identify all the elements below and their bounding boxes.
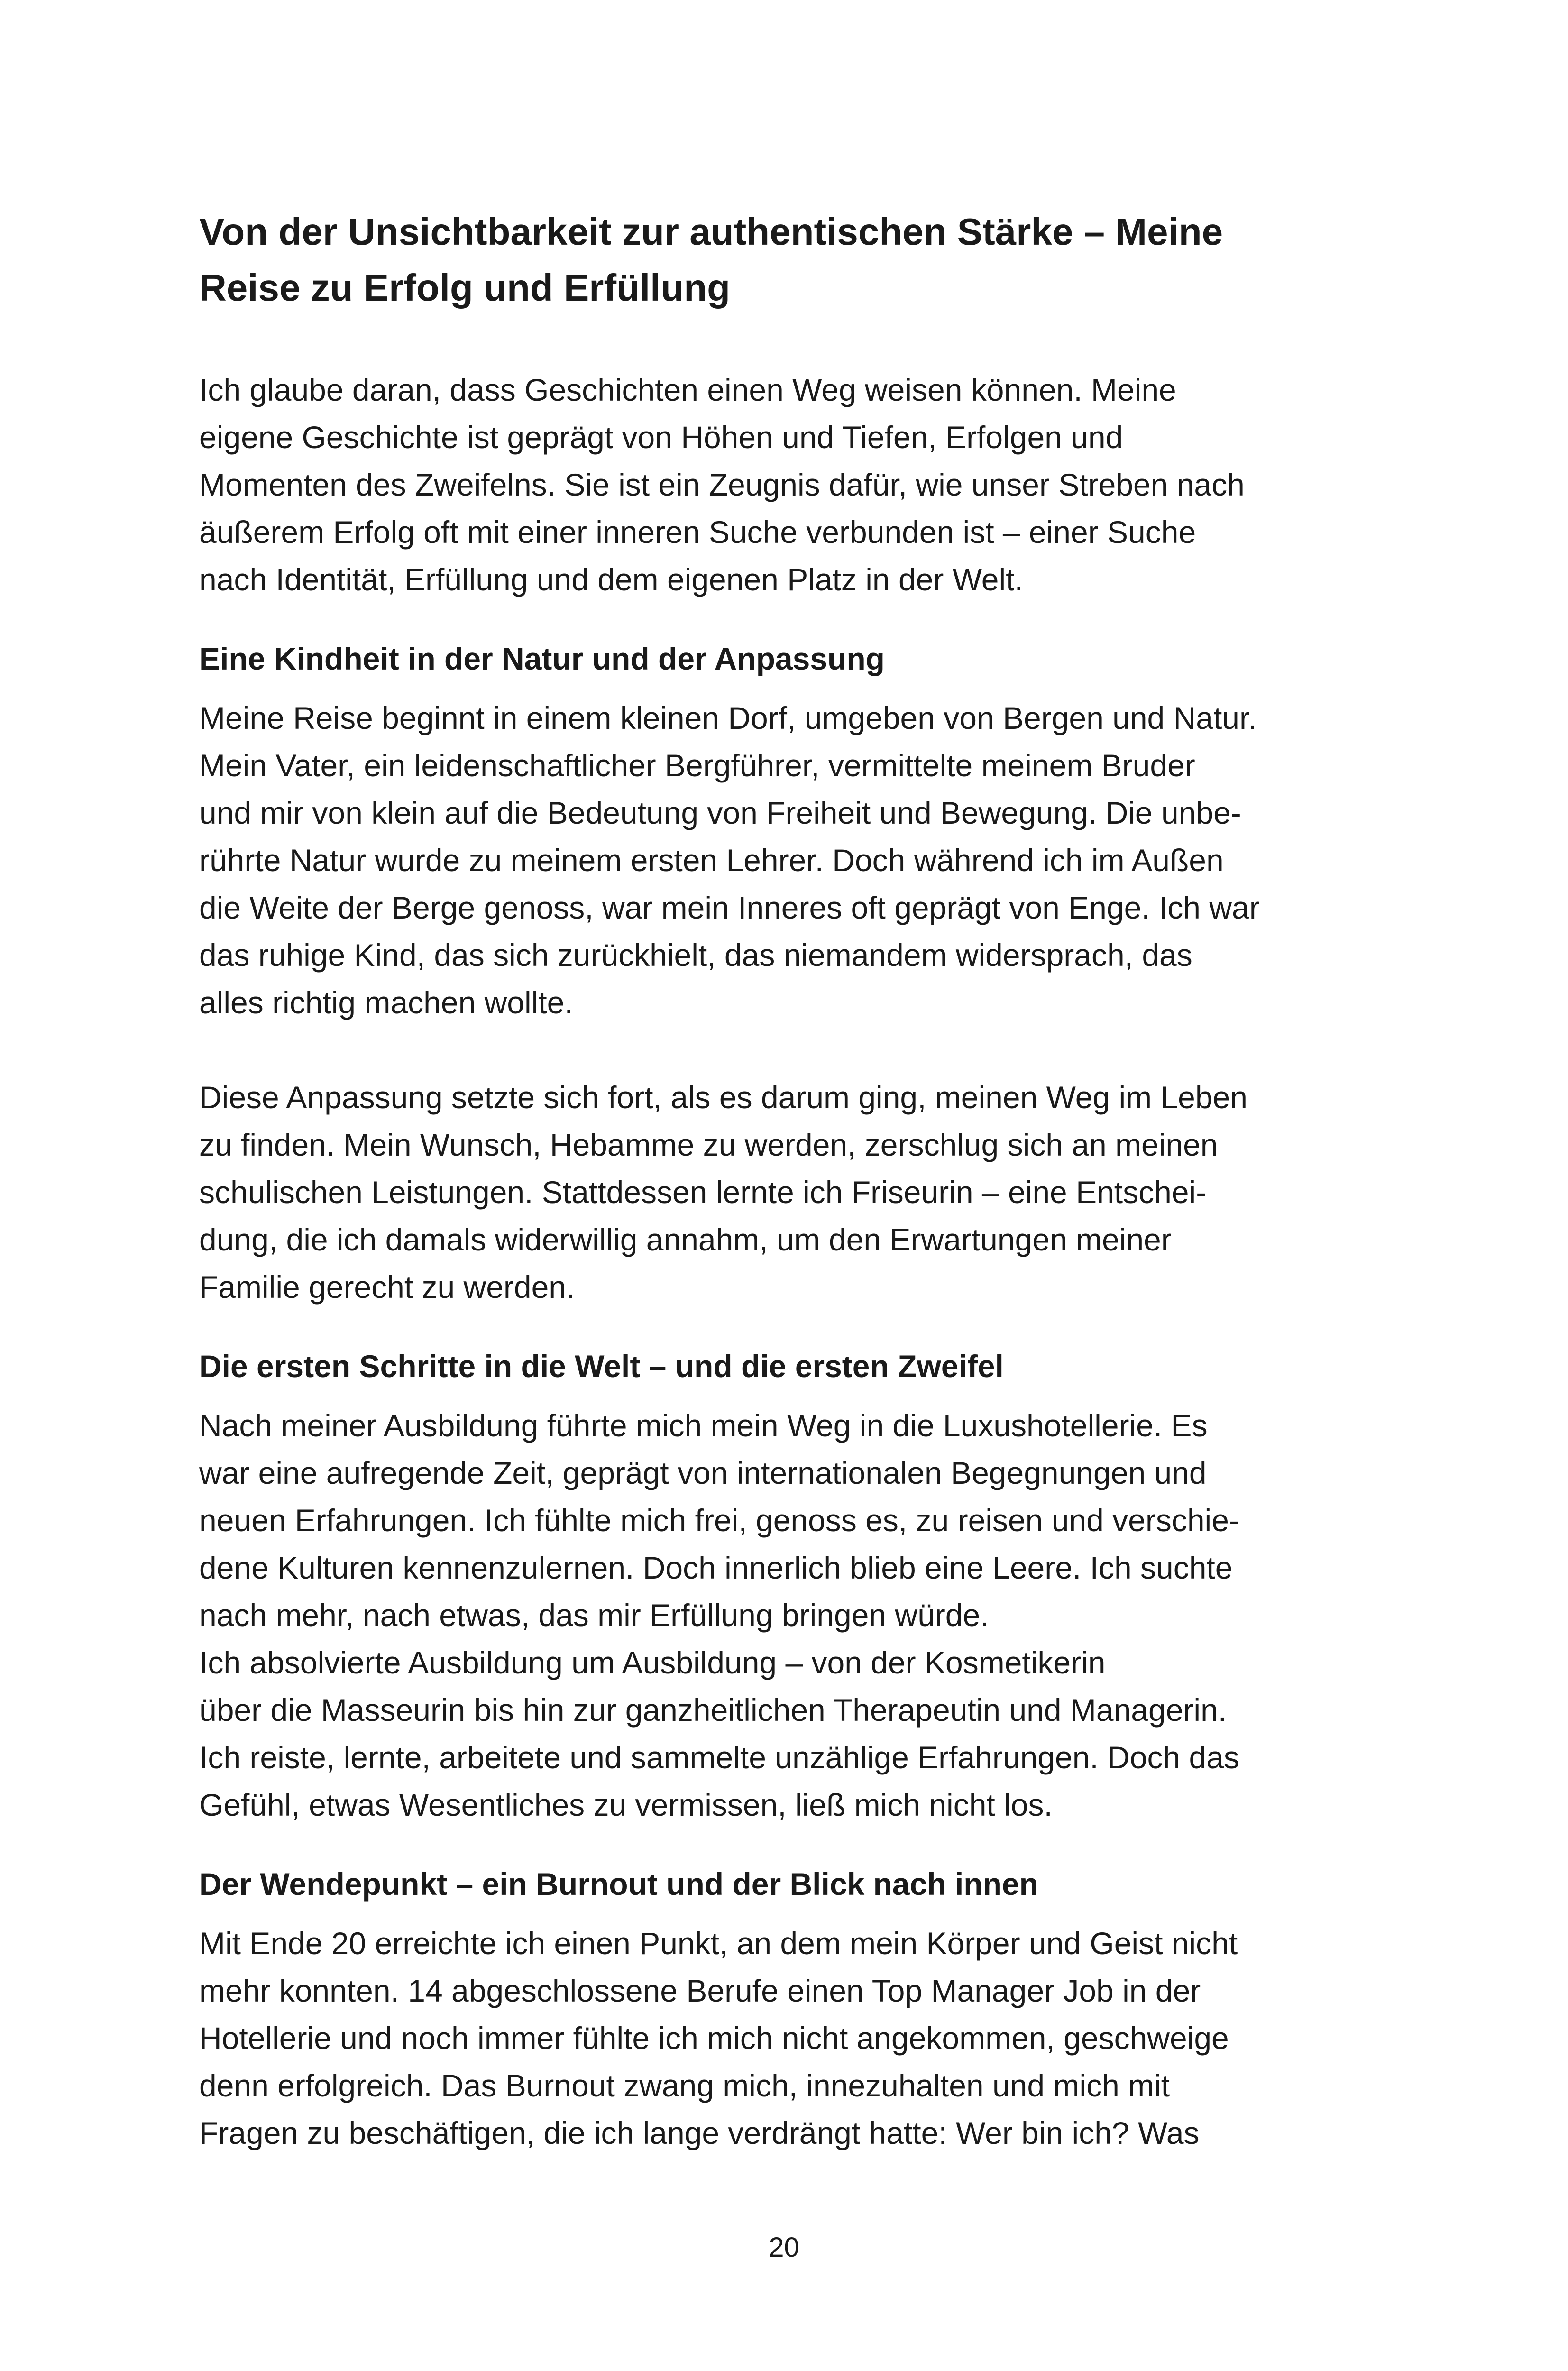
page-number: 20 [769,2232,799,2263]
text-line: Ich absolvierte Ausbildung um Ausbildung – von der Kosmetikerin [199,1645,1106,1680]
section-paragraph [199,1074,1375,1311]
section-heading-childhood: Eine Kindheit in der Natur und der Anpassung [199,641,885,676]
text-line: Mit Ende 20 erreichte ich einen Punkt, an dem mein Körper und Geist nicht [199,1926,1238,1961]
text-line: mehr konnten. 14 abgeschlossene Berufe einen Top Manager Job in der [199,1973,1201,2008]
text-line: war eine aufregende Zeit, geprägt von internationalen Begegnungen und [199,1455,1207,1490]
text-line: schulischen Leistungen. Stattdessen lernte ich Friseurin – eine Entschei- [199,1175,1207,1210]
text-line: nach mehr, nach etwas, das mir Erfüllung bringen würde. [199,1598,989,1633]
section-heading-turning-point: Der Wendepunkt – ein Burnout und der Blick nach innen [199,1866,1038,1902]
text-line: Momenten des Zweifelns. Sie ist ein Zeugnis dafür, wie unser Streben nach [199,467,1245,502]
text-line: Familie gerecht zu werden. [199,1269,575,1305]
text-line: Nach meiner Ausbildung führte mich mein Weg in die Luxushotellerie. Es [199,1408,1208,1443]
text-line: Meine Reise beginnt in einem kleinen Dorf, umgeben von Bergen und Natur. [199,700,1257,735]
chapter-title [199,204,1375,316]
text-line: über die Masseurin bis hin zur ganzheitlichen Therapeutin und Managerin. [199,1692,1227,1728]
text-line: Diese Anpassung setzte sich fort, als es darum ging, meinen Weg im Leben [199,1080,1247,1115]
section-paragraph [199,1920,1375,2157]
text-line: alles richtig machen wollte. [199,985,573,1020]
text-line: äußerem Erfolg oft mit einer inneren Suche verbunden ist – einer Suche [199,515,1196,550]
text-line: das ruhige Kind, das sich zurückhielt, das niemandem widersprach, das [199,937,1192,973]
text-line: Mein Vater, ein leidenschaftlicher Bergführer, vermittelte meinem Bruder [199,748,1195,783]
text-line: Gefühl, etwas Wesentliches zu vermissen, ließ mich nicht los. [199,1787,1053,1822]
text-line: denn erfolgreich. Das Burnout zwang mich, innezuhalten und mich mit [199,2068,1170,2103]
text-line: Hotellerie und noch immer fühlte ich mich nicht angekommen, geschweige [199,2021,1229,2056]
text-line: Fragen zu beschäftigen, die ich lange verdrängt hatte: Wer bin ich? Was [199,2115,1200,2150]
chapter-title-line: Von der Unsichtbarkeit zur authentischen Stärke – Meine [199,211,1223,253]
text-line: dung, die ich damals widerwillig annahm, um den Erwartungen meiner [199,1222,1172,1257]
text-line: die Weite der Berge genoss, war mein Inneres oft geprägt von Enge. Ich war [199,890,1260,925]
text-line: Ich glaube daran, dass Geschichten einen Weg weisen können. Meine [199,372,1176,407]
text-line: dene Kulturen kennenzulernen. Doch innerlich blieb eine Leere. Ich suchte [199,1550,1233,1585]
intro-paragraph [199,366,1375,603]
text-line: Ich reiste, lernte, arbeitete und sammelte unzählige Erfahrungen. Doch das [199,1740,1239,1775]
text-line: neuen Erfahrungen. Ich fühlte mich frei, genoss es, zu reisen und verschie- [199,1503,1239,1538]
section-paragraph [199,1402,1375,1829]
chapter-title-line: Reise zu Erfolg und Erfüllung [199,267,730,309]
text-line: und mir von klein auf die Bedeutung von Freiheit und Bewegung. Die unbe- [199,795,1241,830]
text-line: nach Identität, Erfüllung und dem eigenen Platz in der Welt. [199,562,1023,597]
page-content [199,204,1375,2157]
section-heading-first-steps: Die ersten Schritte in die Welt – und die ersten Zweifel [199,1349,1004,1384]
text-line: zu finden. Mein Wunsch, Hebamme zu werden, zerschlug sich an meinen [199,1127,1218,1162]
text-line: rührte Natur wurde zu meinem ersten Lehrer. Doch während ich im Außen [199,843,1224,878]
section-paragraph [199,694,1375,1026]
text-line: eigene Geschichte ist geprägt von Höhen und Tiefen, Erfolgen und [199,420,1123,455]
